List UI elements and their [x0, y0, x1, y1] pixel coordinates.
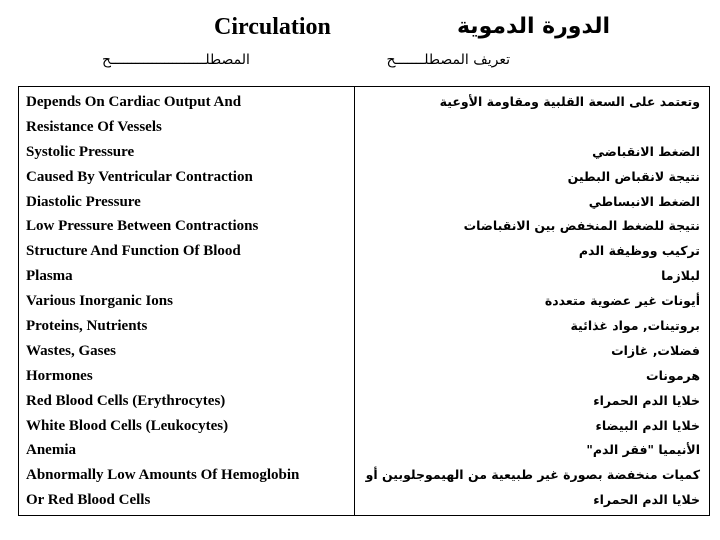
header-term: المصطلـــــــــــــــــــــــح [102, 52, 250, 68]
arabic-line: خلايا الدم الحمراء [593, 392, 700, 408]
arabic-column [365, 90, 700, 513]
english-line: Low Pressure Between Contractions [26, 218, 259, 235]
arabic-line: أيونات غير عضوية متعددة [544, 293, 700, 309]
english-line: Proteins, Nutrients [26, 318, 148, 335]
arabic-line: نتيجة للضغط المنخفض بين الانقباضات [463, 218, 700, 234]
english-line: White Blood Cells (Leukocytes) [26, 417, 229, 434]
english-line: Diastolic Pressure [26, 193, 141, 210]
arabic-line: وتعتمد على السعة القلبية ومقاومة الأوعية [439, 94, 700, 109]
title-arabic: الدورة الدموية [456, 14, 610, 39]
english-line: Plasma [26, 268, 73, 285]
english-line: Caused By Ventricular Contraction [26, 168, 253, 185]
arabic-line: خلايا الدم الحمراء [593, 492, 700, 508]
header-definition: تعريف المصطلـــــــح [386, 52, 510, 68]
english-line: Abnormally Low Amounts Of Hemoglobin [26, 467, 300, 484]
english-line: Or Red Blood Cells [26, 492, 151, 509]
title-english: Circulation [214, 14, 331, 40]
arabic-line: الضغط الانقباضي [592, 143, 700, 159]
arabic-line-spacer [370, 115, 700, 140]
arabic-line: بروتينات, مواد غذائية [570, 318, 700, 334]
english-column [26, 90, 352, 513]
english-line: Resistance Of Vessels [26, 118, 162, 135]
arabic-line: تركيب ووظيفة الدم [578, 243, 700, 259]
arabic-line: الضغط الانبساطي [588, 193, 700, 209]
english-line: Systolic Pressure [26, 143, 135, 160]
arabic-line: كميات منخفضة بصورة غير طبيعية من الهيموجلوبين أو [365, 467, 700, 483]
english-line: Anemia [26, 442, 76, 459]
english-line: Hormones [26, 367, 93, 384]
english-line: Depends On Cardiac Output And [26, 94, 242, 110]
arabic-line: فضلات, غازات [611, 342, 700, 358]
arabic-line: خلايا الدم البيضاء [595, 417, 700, 433]
arabic-line: نتيجة لانقباض البطين [567, 168, 700, 184]
arabic-line: لبلازما [661, 268, 700, 284]
arabic-line: الأنيميا "فقر الدم" [586, 442, 700, 458]
english-line: Various Inorganic Ions [26, 293, 173, 310]
arabic-line: هرمونات [646, 367, 700, 383]
english-line: Red Blood Cells (Erythrocytes) [26, 392, 226, 409]
english-line: Wastes, Gases [26, 342, 116, 359]
column-divider [354, 86, 355, 516]
english-line: Structure And Function Of Blood [26, 243, 241, 260]
